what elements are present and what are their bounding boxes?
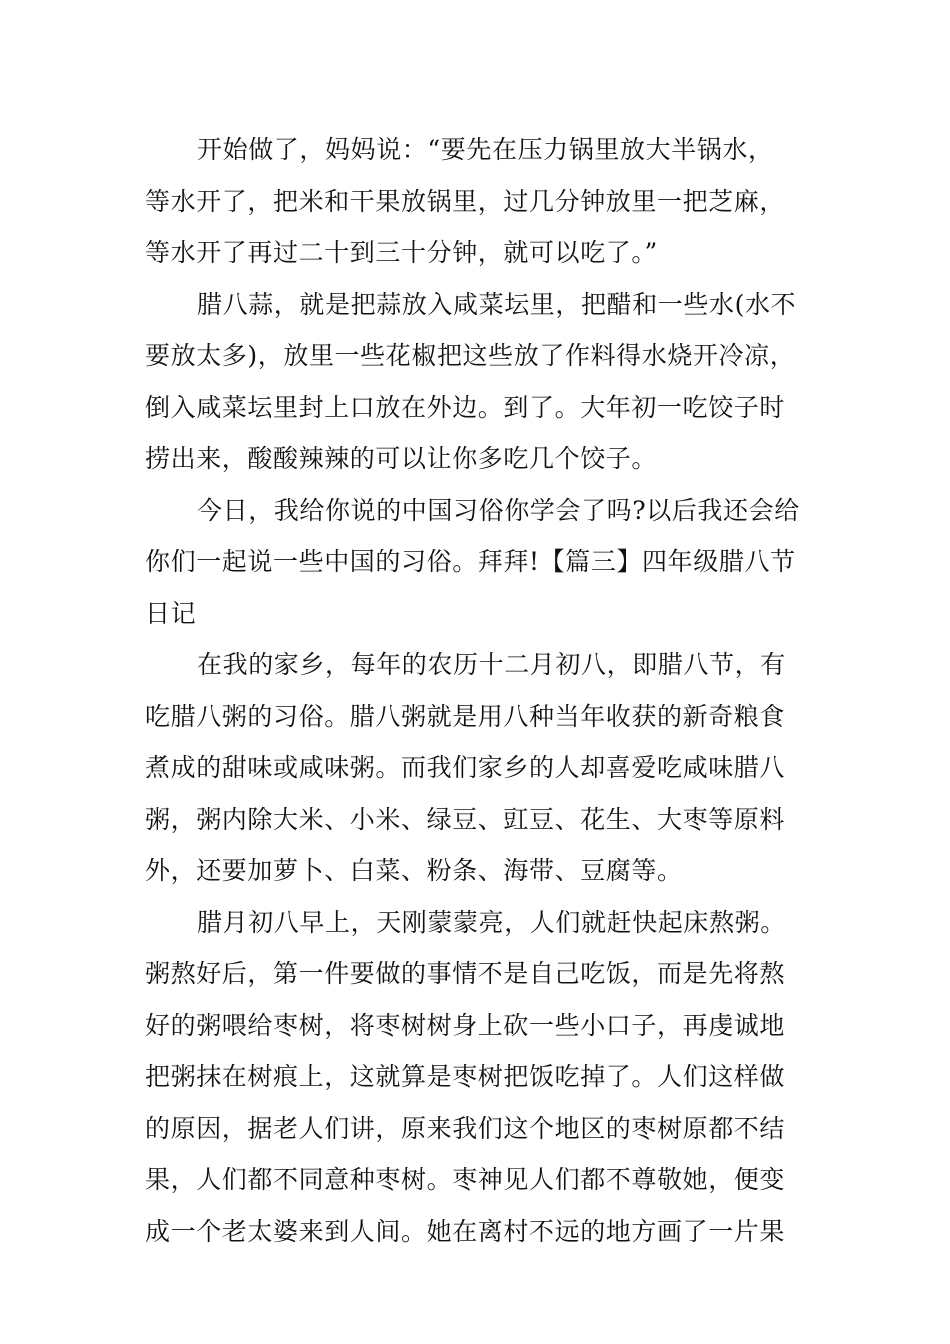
- text-line: 你们一起说一些中国的习俗。拜拜!【篇三】四年级腊八节: [145, 547, 796, 576]
- text-line: 果，人们都不同意种枣树。枣神见人们都不尊敬她，便变: [145, 1165, 786, 1194]
- text-line: 今日，我给你说的中国习俗你学会了吗?以后我还会给: [197, 495, 800, 525]
- text-line: 倒入咸菜坛里封上口放在外边。到了。大年初一吃饺子时: [145, 392, 786, 422]
- text-line: 外，还要加萝卜、白菜、粉条、海带、豆腐等。: [145, 856, 683, 885]
- text-line: 粥熬好后，第一件要做的事情不是自己吃饭，而是先将熬: [145, 959, 786, 988]
- text-line: 捞出来，酸酸辣辣的可以让你多吃几个饺子。: [145, 444, 658, 473]
- text-line: 的原因，据老人们讲，原来我们这个地区的枣树原都不结: [145, 1113, 786, 1143]
- text-line: 腊月初八早上，天刚蒙蒙亮，人们就赶快起床熬粥。: [197, 907, 786, 937]
- paragraph: [145, 279, 810, 485]
- text-line: 等水开了，把米和干果放锅里，过几分钟放里一把芝麻，: [145, 186, 786, 216]
- paragraph: [145, 124, 810, 279]
- text-line: 把粥抹在树痕上，这就算是枣树把饭吃掉了。人们这样做: [145, 1062, 786, 1091]
- text-line: 好的粥喂给枣树，将枣树树身上砍一些小口子，再虔诚地: [145, 1010, 786, 1040]
- text-line: 腊八蒜，就是把蒜放入咸菜坛里，把醋和一些水(水不: [197, 289, 797, 319]
- text-line: 开始做了，妈妈说：“要先在压力锅里放大半锅水，: [197, 135, 774, 164]
- text-line: 粥，粥内除大米、小米、绿豆、豇豆、花生、大枣等原料: [145, 804, 786, 834]
- paragraph: [145, 485, 810, 640]
- text-line: 日记: [145, 598, 197, 628]
- paragraph: [145, 897, 810, 1258]
- text-line: 煮成的甜味或咸味粥。而我们家乡的人却喜爱吃咸味腊八: [145, 753, 786, 782]
- text-line: 要放太多)，放里一些花椒把这些放了作料得水烧开冷凉，: [145, 341, 796, 370]
- text-line: 在我的家乡，每年的农历十二月初八，即腊八节，有: [197, 650, 786, 679]
- text-line: 成一个老太婆来到人间。她在离村不远的地方画了一片果: [145, 1216, 786, 1246]
- body-text: [145, 124, 810, 1257]
- text-line: 吃腊八粥的习俗。腊八粥就是用八种当年收获的新奇粮食: [145, 701, 786, 731]
- paragraph: [145, 639, 810, 897]
- text-line: 等水开了再过二十到三十分钟，就可以吃了。”: [145, 238, 658, 267]
